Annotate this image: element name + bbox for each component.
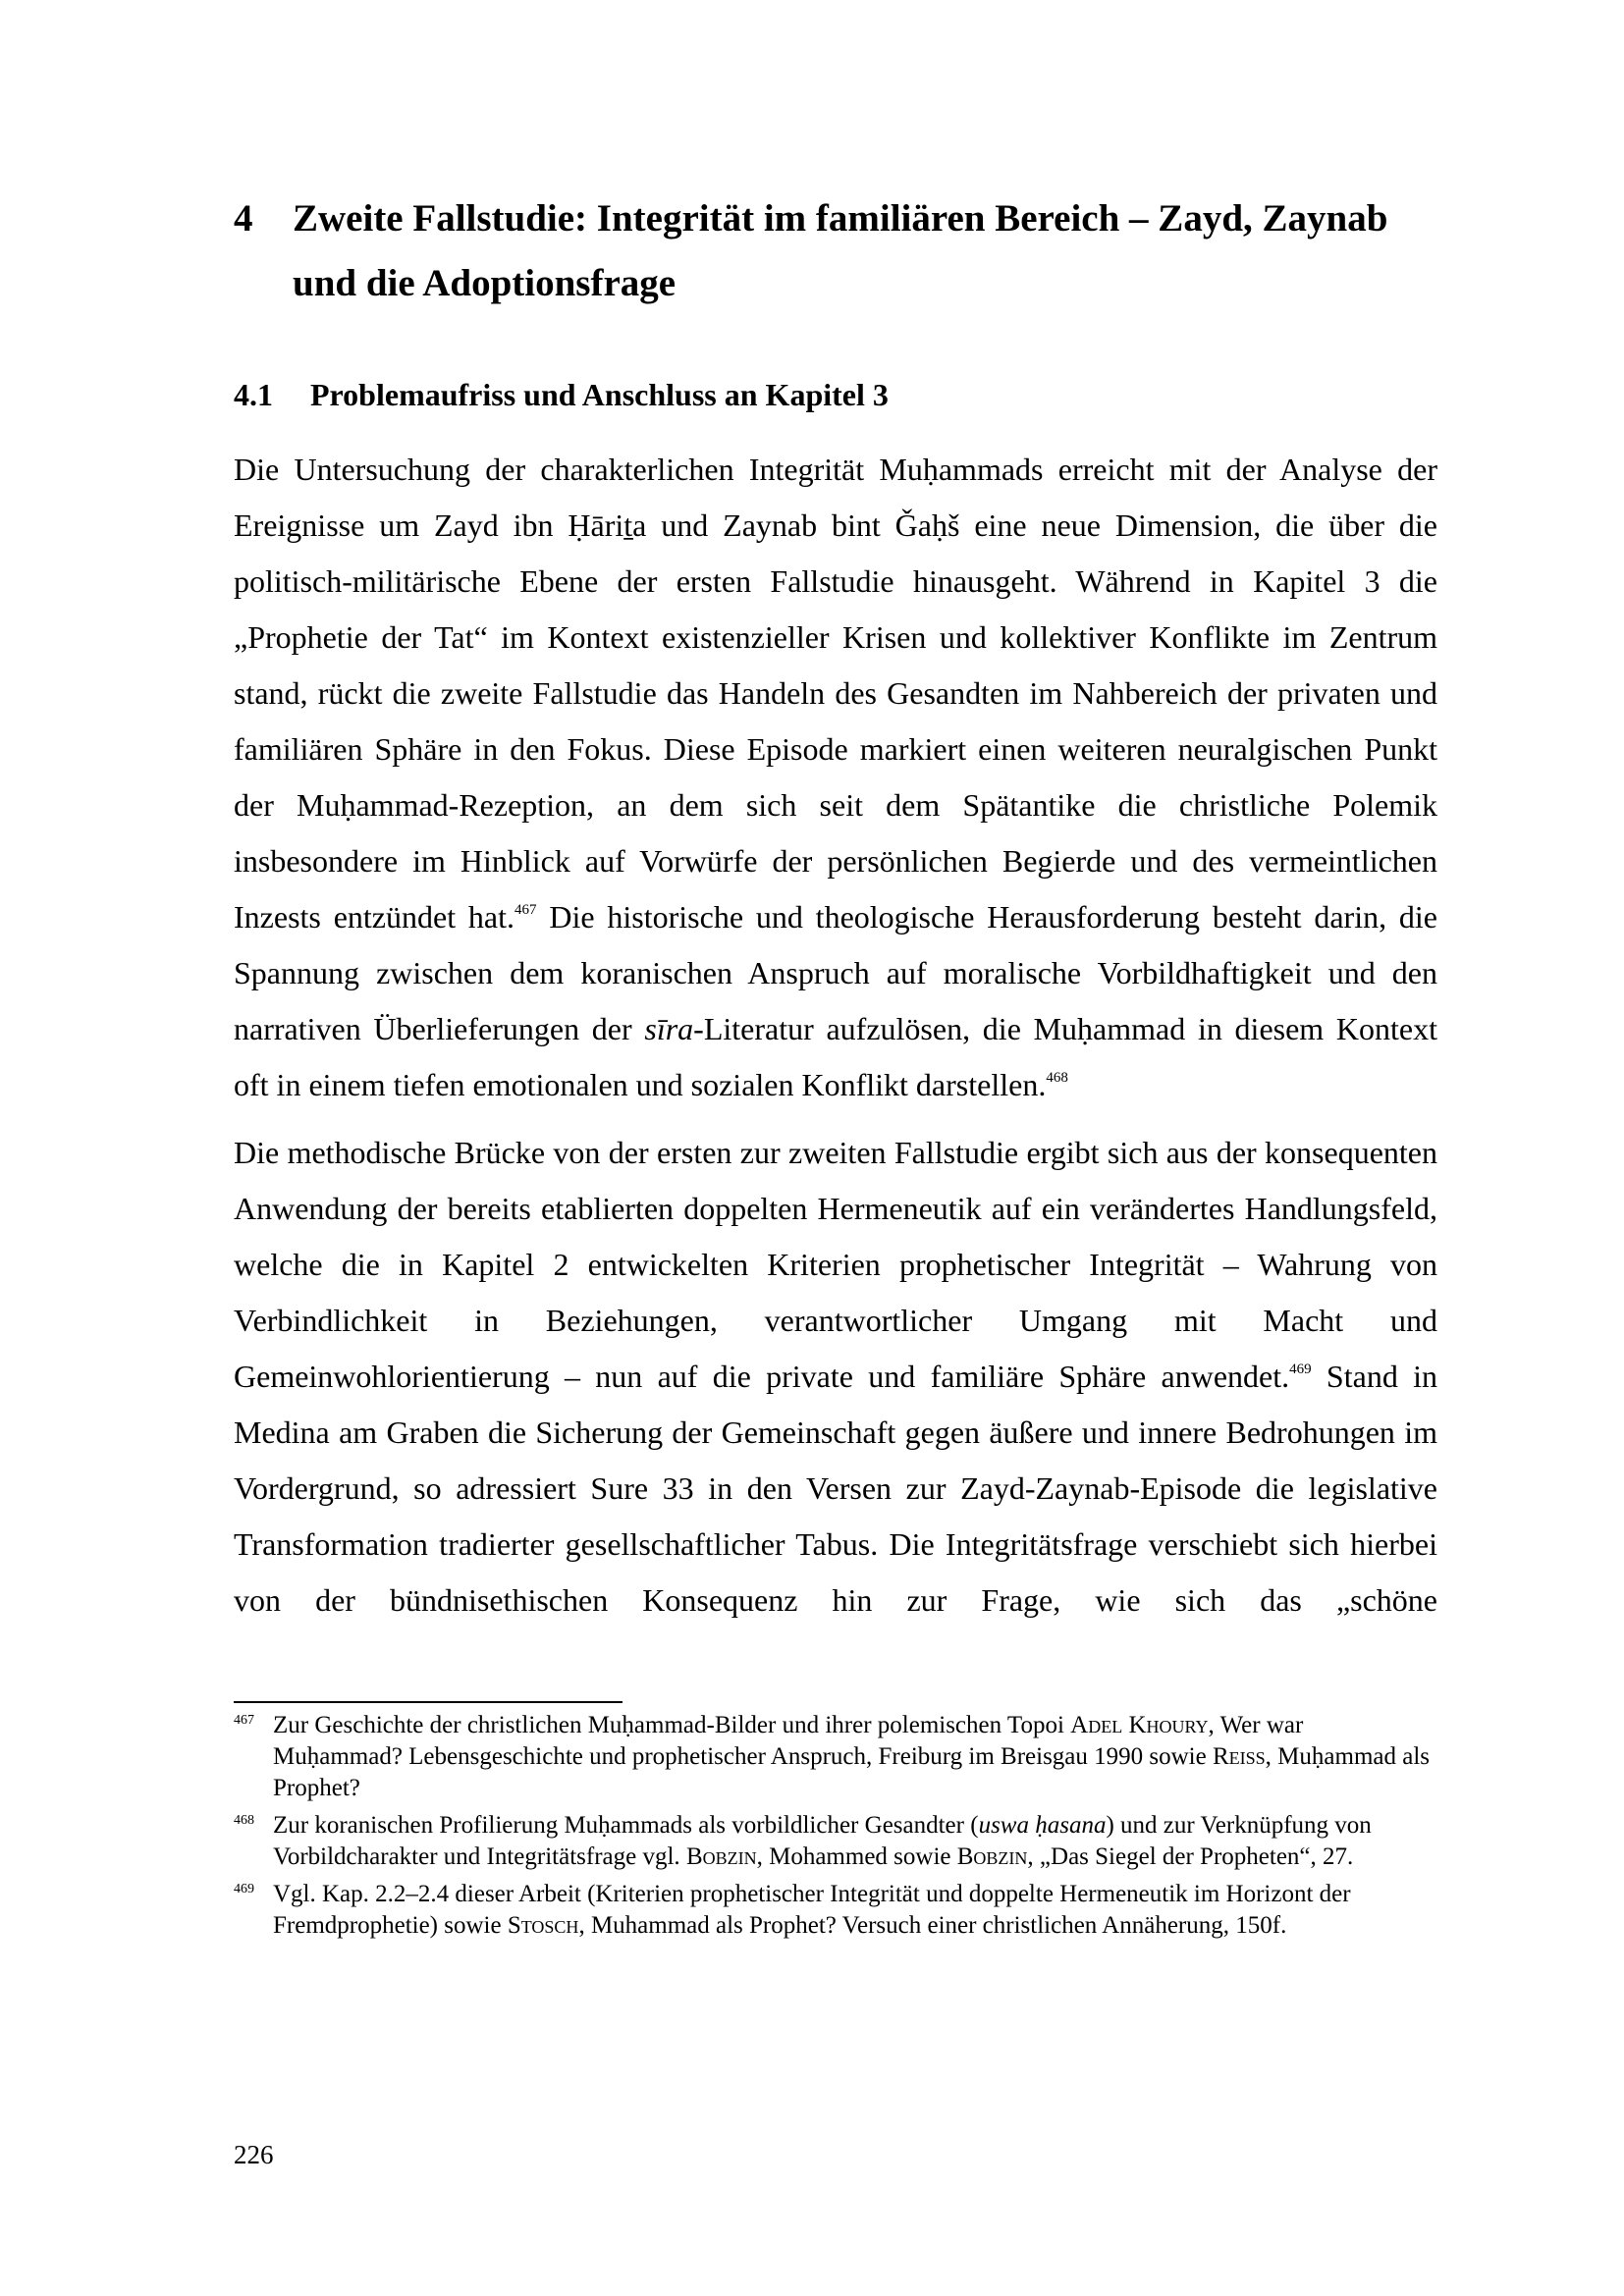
footnote-ref-468: 468 [1046, 1070, 1068, 1087]
footnote-text: , Muhammad als Prophet? Versuch einer christlichen Annäherung, 150f. [578, 1912, 1287, 1939]
footnote-number: 467 [234, 1713, 254, 1728]
footnote-text: , Mohammed sowie [756, 1843, 957, 1870]
author-name: Bobzin [685, 1843, 757, 1870]
footnote-ref-467: 467 [514, 902, 537, 919]
body-text [234, 442, 1437, 1629]
page-number: 226 [234, 2140, 274, 2169]
paragraph-1-text-2: Die historische und theologische Herausforderung besteht darin, die Spannung zwischen dem koranischen Anspruch auf moralische Vorbildhaftigkeit und den narrativen Überlieferungen der [234, 899, 1438, 1046]
footnote-text: , Muḥammad als Prophet? [273, 1743, 1431, 1801]
footnote-467 [234, 1710, 1437, 1804]
footnote-text: , „Das Siegel der Propheten“, 27. [1027, 1843, 1354, 1870]
paragraph-2-text-2: Stand in Medina am Graben die Sicherung der Gemeinschaft gegen äußere und innere Bedrohungen im Vordergrund, so adressiert Sure 33 in den Versen zur Zayd-Zaynab-Episode die legislative Transformation tradierter gesellschaftlicher Tabus. Die Integritätsfrage verschiebt sich hierbei von der bündnisethischen Konsequenz hin zur Frage, wie sich das „schöne [234, 1359, 1438, 1618]
chapter-heading [234, 187, 1437, 316]
footnote-ref-469: 469 [1289, 1362, 1312, 1378]
paragraph-1-text-1: Die Untersuchung der charakterlichen Integrität Muḥammads erreicht mit der Analyse der Ereignisse um Zayd ibn Ḥāriṯa und Zaynab bint Ǧaḥš eine neue Dimension, die über die politisch-militärische Ebene der ersten Fallstudie hinausgeht. Während in Kapitel 3 die „Prophetie der Tat“ im Kontext existenzieller Krisen und kollektiver Konflikte im Zentrum stand, rückt die zweite Fallstudie das Handeln des Gesandten im Nahbereich der privaten und familiären Sphäre in den Fokus. Diese Episode markiert einen weiteren neuralgischen Punkt der Muḥammad-Rezeption, an dem sich seit dem Spätantike die christliche Polemik insbesondere im Hinblick auf Vorwürfe der persönlichen Begierde und des vermeintlichen Inzests entzündet hat. [234, 452, 1437, 934]
paragraph-1 [234, 442, 1437, 1113]
author-name: Bobzin [956, 1843, 1028, 1870]
paragraph-2-text-1: Die methodische Brücke von der ersten zur zweiten Fallstudie ergibt sich aus der konsequenten Anwendung der bereits etablierten doppelten Hermeneutik auf ein verändertes Handlungsfeld, welche die in Kapitel 2 entwickelten Kriterien prophetischer Integrität – Wahrung von Verbindlichkeit in Beziehungen, verantwortlicher Umgang mit Macht und Gemeinwohlorientierung – nun auf die private und familiäre Sphäre anwendet. [234, 1135, 1437, 1394]
author-name: Stosch [507, 1912, 579, 1939]
paragraph-2 [234, 1125, 1437, 1629]
footnote-text: Zur koranischen Profilierung Muḥammads als vorbildlicher Gesandter ( [273, 1812, 979, 1839]
chapter-title: Zweite Fallstudie: Integrität im familiären Bereich – Zayd, Zaynab und die Adoptionsfrage [293, 197, 1388, 304]
section-heading [234, 373, 889, 416]
footnote-separator [234, 1701, 623, 1703]
author-name: Adel Khoury [1070, 1712, 1209, 1738]
footnote-number: 468 [234, 1813, 254, 1828]
paragraph-1-text-3: -Literatur aufzulösen, die Muḥammad in diesem Kontext oft in einem tiefen emotionalen und sozialen Konflikt darstellen. [234, 1011, 1438, 1102]
footnote-text: Vgl. Kap. 2.2–2.4 dieser Arbeit (Kriterien prophetischer Integrität und doppelte Hermeneutik im Horizont der Fremdprophetie) sowie [273, 1881, 1351, 1939]
footnote-text: ) und zur Verknüpfung von Vorbildcharakter und Integritätsfrage vgl. [273, 1812, 1372, 1870]
paragraph-1-italic-term: sīra [644, 1011, 694, 1046]
footnote-469 [234, 1879, 1437, 1942]
footnotes [234, 1710, 1437, 1948]
author-name: Reiss [1212, 1743, 1266, 1770]
footnote-text: , Wer war Muḥammad? Lebensgeschichte und prophetischer Anspruch, Freiburg im Breisgau 1990 sowie [273, 1712, 1304, 1770]
chapter-number: 4 [234, 197, 253, 240]
footnote-number: 469 [234, 1882, 254, 1896]
section-number: 4.1 [234, 377, 273, 412]
footnote-468 [234, 1810, 1437, 1873]
footnote-italic-term: uswa ḥasana [978, 1812, 1107, 1839]
section-title: Problemaufriss und Anschluss an Kapitel 3 [310, 377, 889, 412]
footnote-text: Zur Geschichte der christlichen Muḥammad-Bilder und ihrer polemischen Topoi [273, 1712, 1071, 1738]
